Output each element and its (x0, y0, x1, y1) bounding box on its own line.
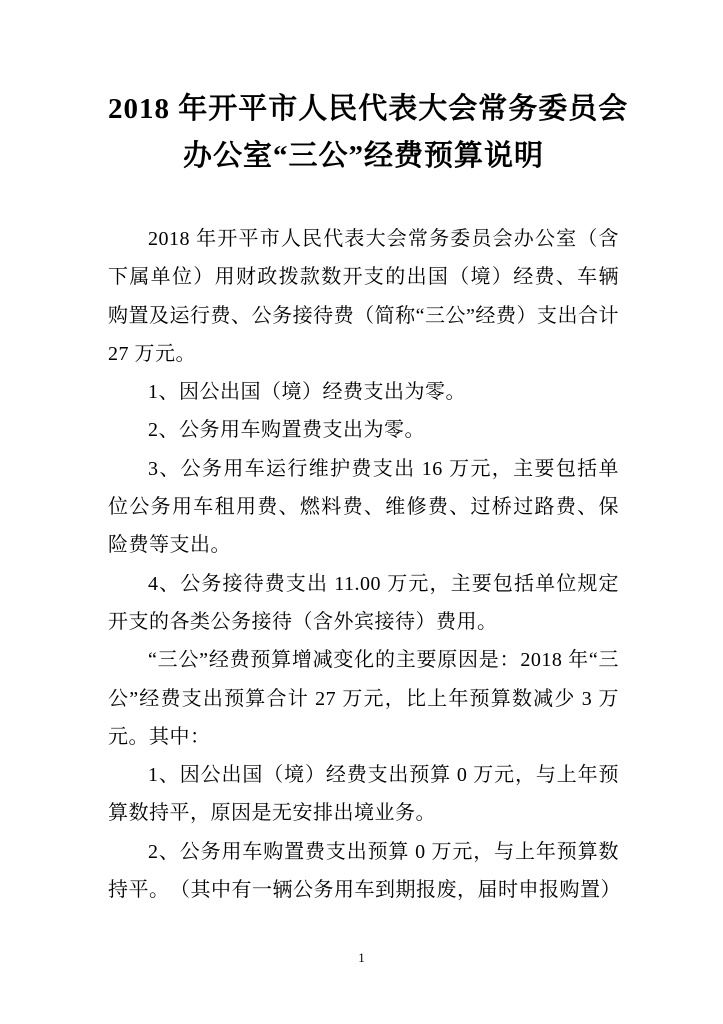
title-line-2: 办公室“三公”经费预算说明 (182, 140, 544, 172)
paragraph-budget-change-reason: “三公”经费预算增减变化的主要原因是：2018 年“三公”经费支出预算合计 27 万元，比上年预算数减少 3 万元。其中： (108, 649, 619, 748)
document-title (108, 86, 629, 180)
paragraph-item-4-reception-expense: 4、公务接待费支出 11.00 万元，主要包括单位规定开支的各类公务接待（含外宾接待）费用。 (108, 572, 619, 633)
paragraph-intro: 2018 年开平市人民代表大会常务委员会办公室（含下属单位）用财政拨款数开支的出国（境）经费、车辆购置及运行费、公务接待费（简称“三公”经费）支出合计 27 万元。 (108, 228, 619, 365)
paragraph-reason-2-vehicle-budget: 2、公务用车购置费支出预算 0 万元，与上年预算数持平。 （其中有一辆公务用车到期报废，届时申报购置） (108, 840, 621, 902)
paragraph-reason-1-abroad-budget: 1、因公出国（境）经费支出预算 0 万元，与上年预算数持平，原因是无安排出境业务。 (108, 764, 619, 825)
paragraph-item-3-vehicle-maintenance: 3、公务用车运行维护费支出 16 万元，主要包括单位公务用车租用费、燃料费、维修费、过桥过路费、保险费等支出。 (108, 457, 619, 557)
paragraph-item-1-abroad-expense: 1、因公出国（境）经费支出为零。 (148, 381, 466, 404)
title-line-1: 2018 年开平市人民代表大会常务委员会 (108, 93, 629, 125)
page-footer (0, 950, 723, 966)
document-body (108, 220, 619, 909)
page-number: 1 (358, 950, 365, 965)
paragraph-item-2-vehicle-purchase: 2、公务用车购置费支出为零。 (148, 419, 425, 442)
